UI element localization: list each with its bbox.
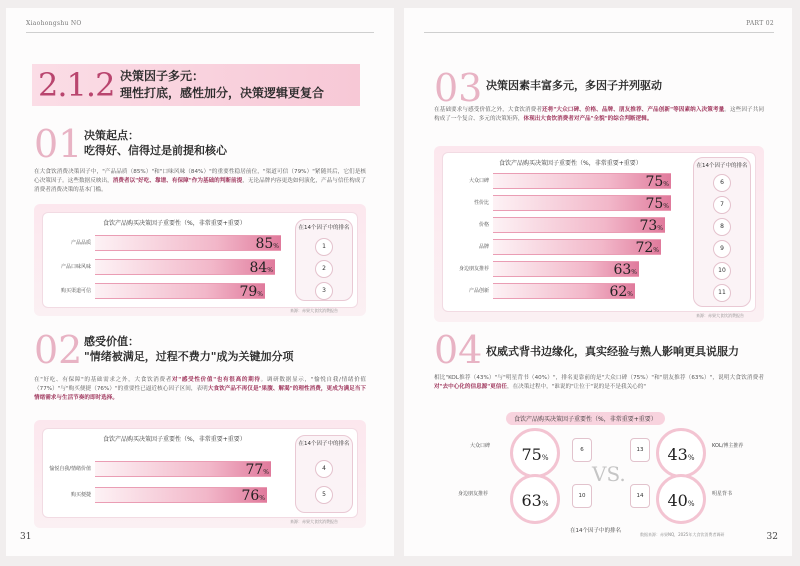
- rank-badge: 7: [713, 196, 731, 214]
- vs-ring: 63%: [510, 474, 560, 524]
- vs-value: 43: [667, 445, 688, 464]
- section-number: 2.1.2: [38, 66, 115, 104]
- rank-badge: 2: [315, 260, 333, 278]
- bar-label: 品牌: [478, 244, 489, 250]
- vs-text: VS.: [592, 462, 626, 486]
- subsection-title-03: 决策因素丰富多元，多因子并列驱动: [486, 79, 662, 92]
- rank-tile: 13: [630, 438, 650, 462]
- vs-item-label: KOL/博主推荐: [712, 443, 744, 449]
- bar-label: 性价比: [473, 200, 489, 206]
- bar-row: [445, 171, 685, 191]
- rank-footer: 在14个因子中的排名: [570, 528, 621, 534]
- bar-label: 价格: [478, 222, 489, 228]
- source-note: 数据来源：赤果NQ，2025年大食饮消费者调研: [640, 532, 725, 537]
- rank-badge: 1: [315, 238, 333, 256]
- paragraph-02: 在"好吃、有保障"的基础需求之外，大食饮消费者对"感受性价值"也有很高的期待。调研数据显示，"愉悦自我/情绪价值（77%）"与"购买便捷（76%）"的重要性已逼近核心因子区间，表明大食饮产品不再仅是"果腹、解渴"的理性消费，更成为满足当下情绪需求与生活节奏的即时选择。: [34, 377, 366, 401]
- rank-badge: 9: [713, 240, 731, 258]
- vs-value: 75: [521, 445, 542, 464]
- bar: 79%: [95, 283, 265, 299]
- subsection-number-02: 02: [34, 328, 83, 372]
- left-page: [6, 8, 394, 556]
- bar-row: [445, 237, 685, 257]
- vs-ring: 43%: [656, 428, 706, 478]
- rank-badge: 8: [713, 218, 731, 236]
- page-number: 32: [766, 532, 778, 542]
- rank-header: 在14个因子中的排名: [298, 441, 350, 447]
- vs-value: 40: [667, 491, 688, 510]
- bar: 75%: [493, 195, 671, 211]
- rank-badge: 6: [713, 174, 731, 192]
- bar-value: 75: [645, 174, 664, 190]
- bar-label: 购买便捷: [70, 492, 91, 498]
- chart-title: 食饮产品购买决策因子重要性（%，非常重要+重要）: [103, 436, 246, 443]
- vs-value: 63: [521, 491, 542, 510]
- rank-header: 在14个因子中的排名: [696, 163, 748, 169]
- bar: 85%: [95, 235, 281, 251]
- bar-row: [47, 233, 287, 253]
- bar-label: 产品创新: [468, 288, 489, 294]
- bar-row: [445, 259, 685, 279]
- part-header: PART 02: [746, 20, 774, 27]
- rank-badge: 5: [315, 486, 333, 504]
- rank-tile: 6: [572, 438, 592, 462]
- source-note: 来源：赤果大食饮消费报告: [696, 313, 744, 318]
- rank-badge: 3: [315, 282, 333, 300]
- bar-label: 产品口味风味: [60, 264, 91, 270]
- right-page: [404, 8, 792, 556]
- page-number: 31: [20, 532, 32, 542]
- chart-title: 食饮产品购买决策因子重要性（%，非常重要+重要）: [506, 412, 665, 425]
- rank-box: [295, 435, 353, 513]
- rank-box: [295, 219, 353, 301]
- chart-card-01: [34, 204, 366, 316]
- rank-box: [693, 157, 751, 307]
- vs-item-label: 明星背书: [712, 491, 733, 497]
- bar-row: [47, 281, 287, 301]
- bar-row: [445, 281, 685, 301]
- bar-label: 愉悦自我/情绪价值: [49, 466, 91, 472]
- bar: 75%: [493, 173, 671, 189]
- section-title: 决策因子多元： 理性打底，感性加分，决策逻辑更复合: [120, 69, 325, 100]
- bar-value: 73: [639, 218, 658, 234]
- bar-value: 85: [255, 236, 274, 252]
- bar-label: 产品品质: [70, 240, 91, 246]
- bar-row: [47, 485, 287, 505]
- bar-value: 62: [609, 284, 628, 300]
- source-note: 来源：赤果大食饮消费报告: [290, 308, 338, 313]
- bar: 84%: [95, 259, 275, 275]
- bar-value: 63: [613, 262, 632, 278]
- rank-tile: 14: [630, 484, 650, 508]
- subsection-title-04: 权威式背书边缘化，真实经验与熟人影响更具说服力: [486, 345, 739, 358]
- chart-title: 食饮产品购买决策因子重要性（%，非常重要+重要）: [103, 220, 246, 227]
- vs-item-label: 身边朋友推荐: [458, 491, 489, 497]
- rank-badge: 11: [713, 284, 731, 302]
- bar-value: 76: [241, 488, 260, 504]
- bar-value: 84: [249, 260, 268, 276]
- bar-value: 75: [645, 196, 664, 212]
- subsection-number-03: 03: [434, 66, 483, 110]
- header-divider: [26, 32, 374, 33]
- subsection-title-01: 决策起点： 吃得好、信得过是前提和核心: [84, 129, 227, 157]
- paragraph-01: 在大食饮消费决策因子中，"产品品质（85%）"和"口味风味（84%）"的重要性稳居前位，"渠道可信（79%）"紧随其后，它们是核心决策因子。这些数据反映出，消费者以"好吃、靠谱、有保障"作为基础的判断前提，无论品牌内容更迭如何演化，产品与信任构成了消费者消费决策的基本门槛。: [34, 169, 366, 193]
- source-note: 来源：赤果大食饮消费报告: [290, 519, 338, 524]
- vs-ring: 75%: [510, 428, 560, 478]
- rank-tile: 10: [572, 484, 592, 508]
- bar: 63%: [493, 261, 639, 277]
- chart-card-03: [434, 146, 764, 322]
- bar-row: [445, 215, 685, 235]
- bar-value: 77: [245, 462, 264, 478]
- subsection-title-02: 感受价值： "情绪被满足，过程不费力"成为关键加分项: [84, 335, 294, 363]
- bar-value: 72: [635, 240, 654, 256]
- subsection-number-04: 04: [434, 328, 483, 372]
- vs-item-label: 大众口碑: [470, 443, 491, 449]
- section-banner: [32, 64, 360, 106]
- rank-badge: 4: [315, 460, 333, 478]
- vs-ring: 40%: [656, 474, 706, 524]
- subsection-number-01: 01: [34, 122, 83, 166]
- bar-row: [445, 193, 685, 213]
- paragraph-04: 相比"KOL推荐（43%）"与"明星背书（40%）"，排名更靠前的是"大众口碑（75%）"和"朋友推荐（63%）"，说明大食饮消费者对"去中心化的信息源"更信任，在决策过程中，"谁说的"让位于"说的是不是我关心的": [434, 375, 764, 390]
- bar-row: [47, 257, 287, 277]
- vs-chart: [434, 410, 764, 536]
- bar: 76%: [95, 487, 267, 503]
- bar-label: 购买渠道可信: [60, 288, 91, 294]
- bar: 62%: [493, 283, 635, 299]
- brand-header: Xiaohongshu NO: [26, 20, 82, 27]
- chart-card-02: [34, 420, 366, 528]
- rank-badge: 10: [713, 262, 731, 280]
- bar: 72%: [493, 239, 661, 255]
- rank-header: 在14个因子中的排名: [298, 225, 350, 231]
- chart-title: 食饮产品购买决策因子重要性（%，非常重要+重要）: [499, 160, 642, 167]
- bar-value: 79: [239, 284, 258, 300]
- bar: 73%: [493, 217, 665, 233]
- bar-label: 身边朋友推荐: [458, 266, 489, 272]
- paragraph-03: 在基础要求与感受价值之外，大食饮消费者还将"大众口碑、价格、品牌、朋友推荐、产品创新"等因素纳入决策考量。这些因子共同构成了一个复合、多元的决策矩阵，体现出大食饮消费者对产品"全貌"的综合判断逻辑。: [434, 107, 764, 122]
- bar-row: [47, 459, 287, 479]
- bar-label: 大众口碑: [468, 178, 489, 184]
- header-divider: [424, 32, 774, 33]
- bar: 77%: [95, 461, 271, 477]
